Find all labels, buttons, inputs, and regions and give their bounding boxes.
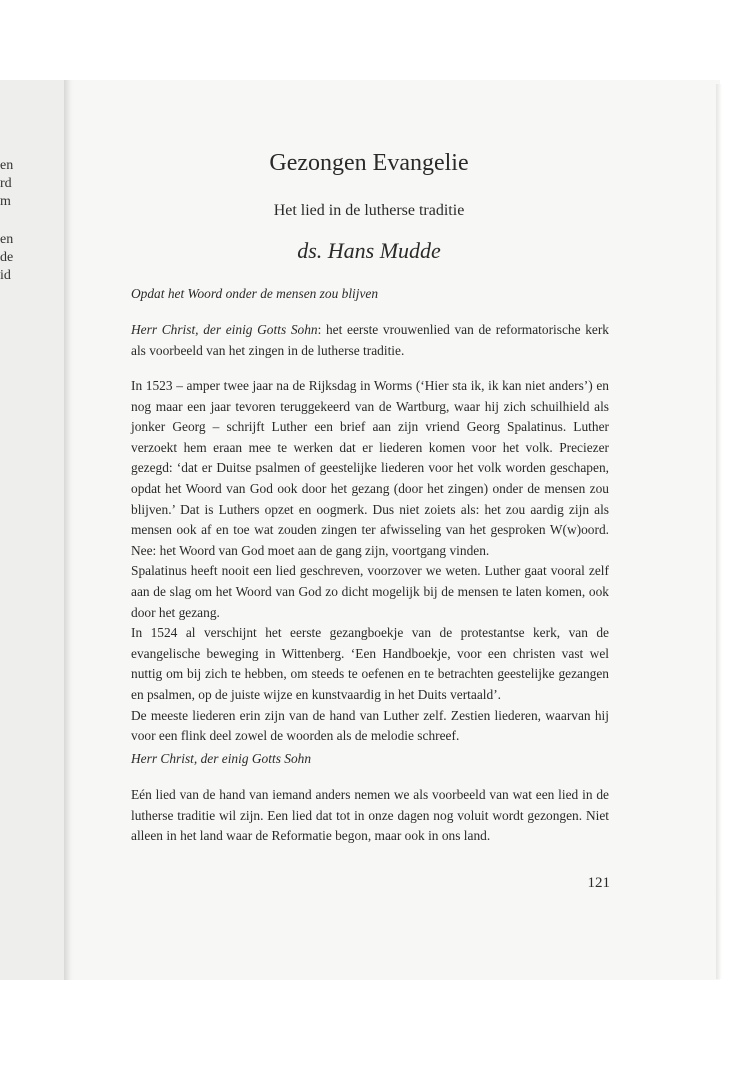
paragraph: Spalatinus heeft nooit een lied geschreven, voorzover we weten. Luther gaat vooral zelf aan de slag om het Woord van God zo dicht mogelijk bij de mensen te laten komen, ook door het gezang. xyxy=(131,563,609,620)
previous-page-fragment: id xyxy=(0,268,11,283)
paragraph: Eén lied van de hand van iemand anders nemen we als voorbeeld van wat een lied in de lutherse traditie wil zijn. Een lied dat tot in onze dagen nog voluit wordt gezongen. Niet alleen in het land waar de Reformatie begon, maar ook in ons land. xyxy=(131,787,609,844)
section-heading xyxy=(131,749,609,770)
section-heading xyxy=(131,284,609,305)
previous-page-fragment: m xyxy=(0,194,11,209)
song-title: Herr Christ, der einig Gotts Sohn xyxy=(131,322,318,337)
body-text xyxy=(131,376,609,747)
section-heading-text: Opdat het Woord onder de mensen zou blijven xyxy=(131,286,379,301)
intro-text: : het eerste vrouwenlied van de reformatorische kerk als voorbeeld van het zingen in de lutherse traditie. xyxy=(131,322,609,358)
paragraph: De meeste liederen erin zijn van de hand van Luther zelf. Zestien liederen, waarvan hij voor een flink deel zowel de woorden als de melodie schreef. xyxy=(131,707,609,744)
previous-page-fragment: rd xyxy=(0,176,12,191)
previous-page-fragment: en xyxy=(0,232,14,247)
page-number: 121 xyxy=(587,875,610,891)
previous-page-fragment: en xyxy=(0,158,14,173)
paragraph: In 1524 al verschijnt het eerste gezangboekje van de protestantse kerk, van de evangelische beweging in Wittenberg. ‘Een Handboekje, voor een christen vast wel nuttig om bij zich te hebben, om steeds te oefenen en te betrachten geestelijke gezangen en psalmen, op de juiste wijze en kunstvaardig in het Duits vertaald’. xyxy=(131,625,609,702)
body-text xyxy=(131,785,609,847)
paragraph: In 1523 – amper twee jaar na de Rijksdag in Worms (‘Hier sta ik, ik kan niet anders’) en nog maar een jaar tevoren teruggekeerd van de Wartburg, waar hij zich schuilhield als jonker Georg – schrijft Luther een brief aan zijn vriend Georg Spalatinus. Luther verzoekt hem eraan mee te werken dat er liederen komen voor het volk. Preciezer gezegd: ‘dat er Duitse psalmen of geestelijke liederen voor het volk worden geschapen, opdat het Woord van God ook door het gezang (door het zingen) onder de mensen zou blijven.’ Dat is Luthers opzet en oogmerk. Dus niet zoiets als: het zou aardig zijn als mensen ook af en toe wat zouden zingen ter afwisseling van het gesproken W(w)oord. Nee: het Woord van God moet aan de gang zijn, voortgang vinden. xyxy=(131,378,609,558)
section-heading-text: Herr Christ, der einig Gotts Sohn xyxy=(131,751,312,766)
intro-paragraph xyxy=(131,320,609,361)
author-name: ds. Hans Mudde xyxy=(297,238,441,263)
page-title: Gezongen Evangelie xyxy=(269,150,469,176)
previous-page-fragment: de xyxy=(0,250,14,265)
page-subtitle: Het lied in de lutherse traditie xyxy=(273,202,465,219)
